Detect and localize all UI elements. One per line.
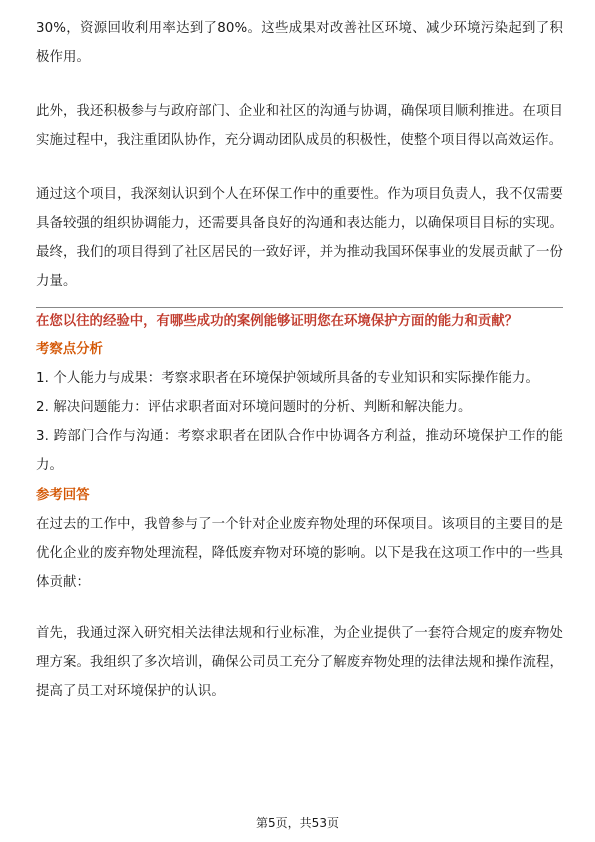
interview-question: 在您以往的经验中，有哪些成功的案例能够证明您在环境保护方面的能力和贡献？ bbox=[36, 314, 519, 329]
answer-paragraph: 首先，我通过深入研究相关法律法规和行业标准，为企业提供了一套符合规定的废弃物处理方案。我组织了多次培训，确保公司员工充分了解废弃物处理的法律法规和操作流程，提高了员工对环境保护的认识。 bbox=[36, 626, 563, 699]
analysis-heading: 考察点分析 bbox=[36, 342, 103, 357]
document-page bbox=[36, 14, 563, 706]
analysis-item: 1. 个人能力与成果：考察求职者在环境保护领域所具备的专业知识和实际操作能力。 bbox=[36, 371, 539, 386]
page-number: 第5页，共53页 bbox=[256, 816, 339, 830]
answer-heading: 参考回答 bbox=[36, 488, 90, 503]
analysis-item: 2. 解决问题能力：评估求职者面对环境问题时的分析、判断和解决能力。 bbox=[36, 400, 472, 415]
paragraph-reflection: 通过这个项目，我深刻认识到个人在环保工作中的重要性。作为项目负责人，我不仅需要具备较强的组织协调能力，还需要具备良好的沟通和表达能力，以确保项目目标的实现。最终，我们的项目得到了社区居民的一致好评，并为推动我国环保事业的发展贡献了一份力量。 bbox=[36, 187, 563, 289]
analysis-item: 3. 跨部门合作与沟通：考察求职者在团队合作中协调各方利益，推动环境保护工作的能力。 bbox=[36, 429, 563, 473]
paragraph-results: 30%，资源回收利用率达到了80%。这些成果对改善社区环境、减少环境污染起到了积极作用。 bbox=[36, 21, 563, 65]
paragraph-coordination: 此外，我还积极参与与政府部门、企业和社区的沟通与协调，确保项目顺利推进。在项目实施过程中，我注重团队协作，充分调动团队成员的积极性，使整个项目得以高效运作。 bbox=[36, 104, 563, 148]
answer-paragraph: 在过去的工作中，我曾参与了一个针对企业废弃物处理的环保项目。该项目的主要目的是优化企业的废弃物处理流程，降低废弃物对环境的影响。以下是我在这项工作中的一些具体贡献： bbox=[36, 517, 563, 590]
